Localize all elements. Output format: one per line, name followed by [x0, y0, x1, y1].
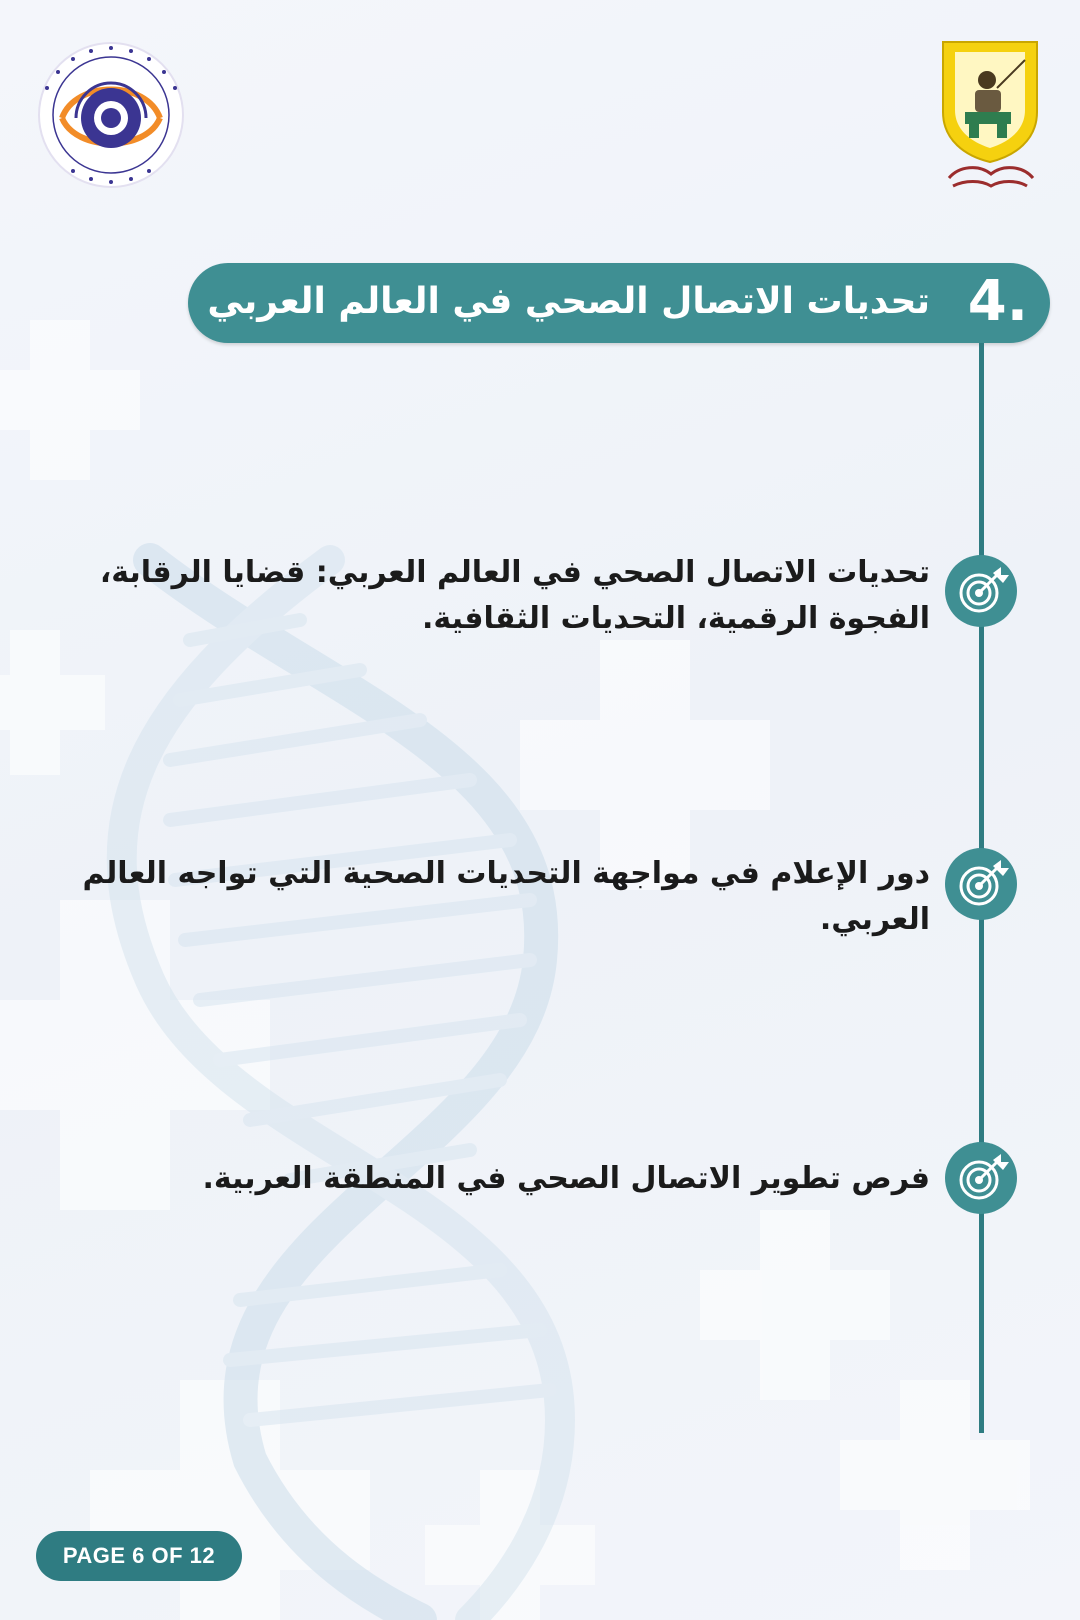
faculty-logo [36, 40, 186, 190]
section-number: 4. [967, 269, 1028, 334]
list-item-1-text: تحديات الاتصال الصحي في العالم العربي: قضايا الرقابة، الفجوة الرقمية، التحديات الثقافية. [99, 555, 930, 636]
list-item-2-text: دور الإعلام في مواجهة التحديات الصحية التي تواجه العالم العربي. [82, 856, 930, 937]
target-arrow-icon [945, 1142, 1017, 1214]
university-emblem [935, 36, 1045, 196]
list-item-3-text: فرص تطوير الاتصال الصحي في المنطقة العربية. [202, 1161, 930, 1196]
target-arrow-icon [945, 555, 1017, 627]
target-arrow-icon [945, 848, 1017, 920]
section-title-banner [188, 263, 1050, 343]
section-title: تحديات الاتصال الصحي في العالم العربي [207, 281, 930, 322]
page-indicator: PAGE 6 OF 12 [36, 1531, 242, 1581]
